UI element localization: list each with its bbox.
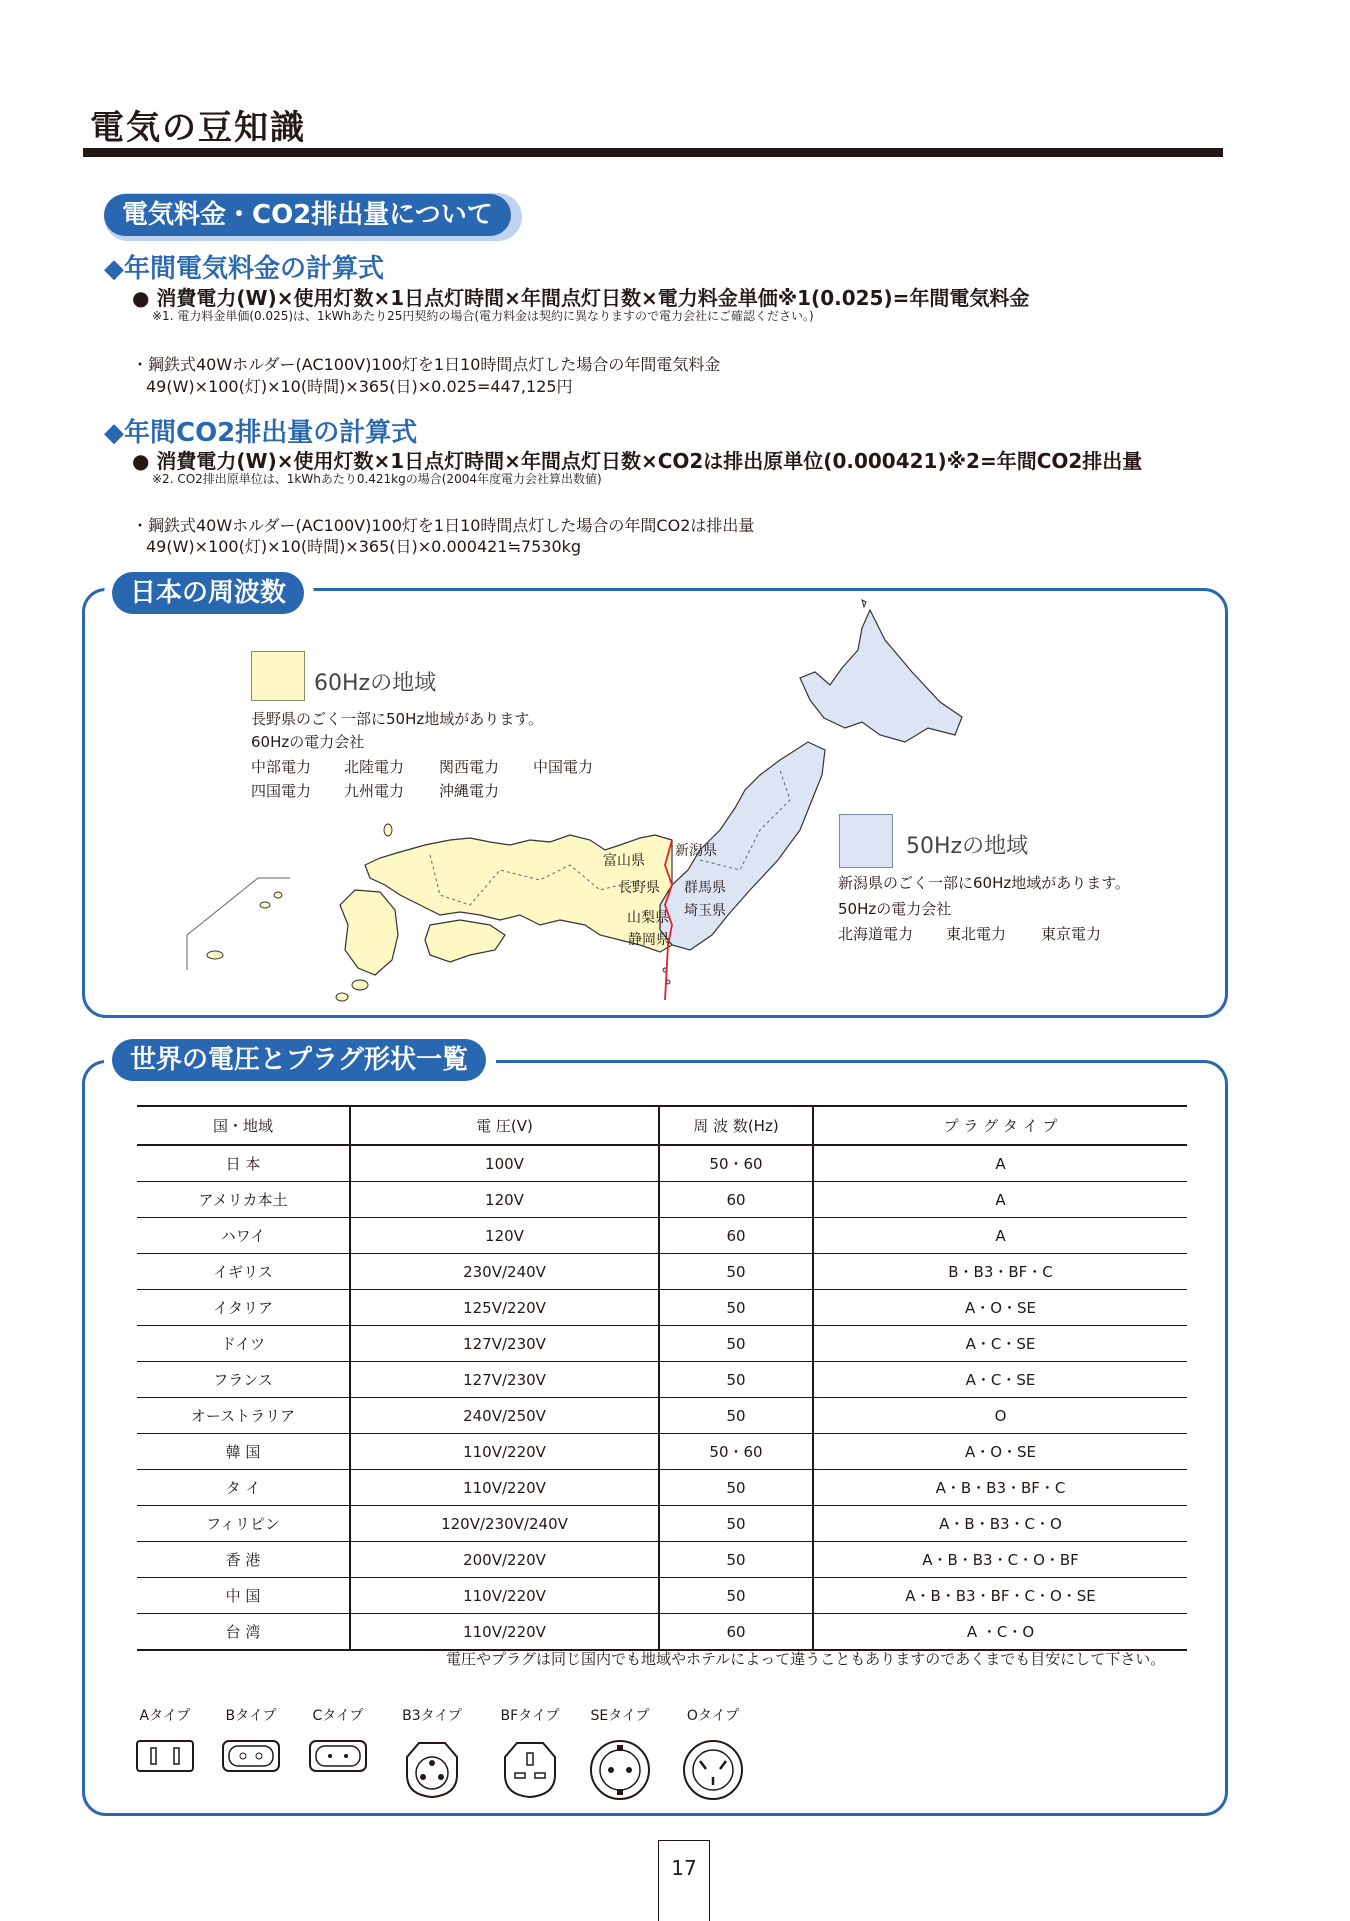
plug-o-label: Oタイプ	[686, 1708, 740, 1724]
cell-voltage: 110V/220V	[350, 1578, 659, 1614]
cell-country: オーストラリア	[137, 1398, 350, 1434]
cell-plug: A	[813, 1145, 1187, 1182]
table-footnote: 電圧やプラグは同じ国内でも地域やホテルによって違うこともありますのであくまでも目安にして下さい。	[446, 1650, 1166, 1668]
map-kyushu	[340, 890, 398, 975]
company-chubu: 中部電力	[251, 758, 312, 776]
cell-country: フィリピン	[137, 1506, 350, 1542]
cell-frequency: 50	[659, 1398, 813, 1434]
company-kyushu: 九州電力	[344, 782, 405, 800]
cell-frequency: 60	[659, 1614, 813, 1651]
calc1-example-line1: ・鋼鉄式40Wホルダー(AC100V)100灯を1日10時間点灯した場合の年間電気料金	[132, 355, 721, 374]
plug-b	[216, 1705, 286, 1777]
col-header-frequency: 周 波 数(Hz)	[659, 1106, 813, 1145]
section-heading-frequency: 日本の周波数	[112, 572, 304, 614]
map-label-saitama: 埼玉県	[684, 903, 726, 919]
plug-b3-icon	[401, 1739, 463, 1799]
plug-se-icon	[589, 1739, 651, 1801]
cell-voltage: 230V/240V	[350, 1254, 659, 1290]
plug-a	[130, 1705, 200, 1777]
cell-frequency: 50	[659, 1326, 813, 1362]
plug-b3	[392, 1705, 472, 1803]
cell-plug: O	[813, 1398, 1187, 1434]
table-row	[137, 1254, 1187, 1290]
cell-plug: A ・C・O	[813, 1614, 1187, 1651]
cell-plug: A・B・B3・BF・C	[813, 1470, 1187, 1506]
map-hokkaido	[800, 610, 962, 742]
plug-c-label: Cタイプ	[312, 1708, 364, 1724]
map-label-shizuoka: 静岡県	[628, 932, 670, 948]
table-header-row	[137, 1106, 1187, 1145]
company-hokkaido: 北海道電力	[838, 925, 914, 943]
cell-voltage: 120V	[350, 1218, 659, 1254]
cell-plug: B・B3・BF・C	[813, 1254, 1187, 1290]
plug-b-icon	[221, 1739, 281, 1773]
japan-frequency-map	[180, 596, 990, 1006]
cell-plug: A・O・SE	[813, 1290, 1187, 1326]
calc2-example-line2: 49(W)×100(灯)×10(時間)×365(日)×0.000421≒7530kg	[146, 537, 582, 556]
cell-plug: A・C・SE	[813, 1362, 1187, 1398]
cell-frequency: 50・60	[659, 1434, 813, 1470]
table-row	[137, 1182, 1187, 1218]
cell-plug: A・C・SE	[813, 1326, 1187, 1362]
col-header-country: 国・地域	[137, 1106, 350, 1145]
table-row	[137, 1470, 1187, 1506]
calc1-example-line2: 49(W)×100(灯)×10(時間)×365(日)×0.025=447,125円	[146, 377, 573, 396]
plug-c	[303, 1705, 373, 1777]
calc1-heading: ◆年間電気料金の計算式	[104, 254, 384, 284]
section-heading-electricity: 電気料金・CO2排出量について	[104, 194, 511, 236]
calc2-formula: ● 消費電力(W)×使用灯数×1日点灯時間×年間点灯日数×CO2は排出原単位(0.000421)※2=年間CO2排出量	[132, 449, 1143, 473]
calc2-example-line1: ・鋼鉄式40Wホルダー(AC100V)100灯を1日10時間点灯した場合の年間CO2は排出量	[132, 516, 755, 535]
cell-frequency: 50	[659, 1578, 813, 1614]
plug-a-label: Aタイプ	[139, 1708, 191, 1724]
company-okinawa: 沖縄電力	[439, 782, 500, 800]
plug-a-icon	[135, 1739, 195, 1773]
cell-voltage: 100V	[350, 1145, 659, 1182]
plug-bf-icon	[499, 1739, 561, 1799]
cell-country: 日 本	[137, 1145, 350, 1182]
legend-50hz-note: 新潟県のごく一部に60Hz地域があります。	[838, 874, 1131, 892]
page-number-box	[658, 1840, 710, 1921]
map-label-nagano: 長野県	[618, 880, 660, 896]
cell-country: ハワイ	[137, 1218, 350, 1254]
cell-country: 韓 国	[137, 1434, 350, 1470]
calc1-note: ※1. 電力料金単価(0.025)は、1kWhあたり25円契約の場合(電力料金は契約に異なりますので電力会社にご確認ください。)	[152, 309, 814, 323]
map-label-toyama: 富山県	[603, 853, 645, 869]
cell-country: イギリス	[137, 1254, 350, 1290]
cell-country: イタリア	[137, 1290, 350, 1326]
cell-frequency: 50	[659, 1470, 813, 1506]
company-kansai: 関西電力	[439, 758, 500, 776]
map-label-gunma: 群馬県	[684, 880, 726, 896]
company-chugoku: 中国電力	[533, 758, 594, 776]
cell-country: フランス	[137, 1362, 350, 1398]
plug-b3-label: B3タイプ	[402, 1708, 462, 1724]
table-row	[137, 1398, 1187, 1434]
cell-country: 中 国	[137, 1578, 350, 1614]
cell-voltage: 125V/220V	[350, 1290, 659, 1326]
table-row	[137, 1362, 1187, 1398]
cell-country: 香 港	[137, 1542, 350, 1578]
cell-voltage: 127V/230V	[350, 1326, 659, 1362]
table-row	[137, 1506, 1187, 1542]
cell-plug: A・B・B3・BF・C・O・SE	[813, 1578, 1187, 1614]
cell-country: タ イ	[137, 1470, 350, 1506]
table-row	[137, 1326, 1187, 1362]
plug-b-label: Bタイプ	[225, 1708, 277, 1724]
cell-frequency: 60	[659, 1182, 813, 1218]
cell-voltage: 200V/220V	[350, 1542, 659, 1578]
section-heading-voltage: 世界の電圧とプラグ形状一覧	[112, 1039, 486, 1081]
cell-country: ドイツ	[137, 1326, 350, 1362]
page-number: 17	[671, 1856, 697, 1880]
cell-country: アメリカ本土	[137, 1182, 350, 1218]
calc2-note: ※2. CO2排出原単位は、1kWhあたり0.421kgの場合(2004年度電力会社算出数値)	[152, 472, 602, 486]
table-row	[137, 1578, 1187, 1614]
cell-plug: A	[813, 1182, 1187, 1218]
cell-frequency: 50	[659, 1542, 813, 1578]
cell-frequency: 50	[659, 1506, 813, 1542]
map-label-niigata: 新潟県	[675, 843, 717, 859]
table-row	[137, 1614, 1187, 1651]
cell-voltage: 120V	[350, 1182, 659, 1218]
cell-frequency: 50	[659, 1254, 813, 1290]
company-shikoku: 四国電力	[251, 782, 312, 800]
table-row	[137, 1290, 1187, 1326]
cell-plug: A・O・SE	[813, 1434, 1187, 1470]
legend-60hz-title: 60Hzの地域	[314, 671, 437, 696]
plug-se-label: SEタイプ	[590, 1708, 650, 1724]
cell-plug: A・B・B3・C・O	[813, 1506, 1187, 1542]
plug-bf-label: BFタイプ	[500, 1708, 560, 1724]
table-row	[137, 1542, 1187, 1578]
legend-60hz-note: 長野県のごく一部に50Hz地域があります。	[251, 710, 544, 728]
cell-plug: A	[813, 1218, 1187, 1254]
plug-c-icon	[308, 1739, 368, 1773]
cell-voltage: 110V/220V	[350, 1614, 659, 1651]
cell-plug: A・B・B3・C・O・BF	[813, 1542, 1187, 1578]
cell-voltage: 110V/220V	[350, 1434, 659, 1470]
map-label-yamanashi: 山梨県	[627, 910, 669, 926]
plug-o-icon	[682, 1739, 744, 1801]
title-divider	[83, 148, 1223, 157]
cell-frequency: 50	[659, 1362, 813, 1398]
plug-o	[678, 1705, 748, 1805]
legend-50hz-title: 50Hzの地域	[906, 834, 1029, 859]
cell-country: 台 湾	[137, 1614, 350, 1651]
table-row	[137, 1145, 1187, 1182]
col-header-plug: プ ラ グ タ イ プ	[813, 1106, 1187, 1145]
plug-se	[585, 1705, 655, 1805]
cell-frequency: 50	[659, 1290, 813, 1326]
cell-voltage: 120V/230V/240V	[350, 1506, 659, 1542]
cell-frequency: 60	[659, 1218, 813, 1254]
cell-frequency: 50・60	[659, 1145, 813, 1182]
company-tohoku: 東北電力	[946, 925, 1007, 943]
calc2-heading: ◆年間CO2排出量の計算式	[104, 418, 418, 448]
company-tokyo: 東京電力	[1041, 925, 1102, 943]
page-title: 電気の豆知識	[90, 108, 306, 148]
calc1-formula: ● 消費電力(W)×使用灯数×1日点灯時間×年間点灯日数×電力料金単価※1(0.025)=年間電気料金	[132, 286, 1030, 310]
company-hokuriku: 北陸電力	[344, 758, 405, 776]
table-row	[137, 1218, 1187, 1254]
legend-50hz-companies-label: 50Hzの電力会社	[838, 900, 952, 918]
voltage-table	[137, 1105, 1187, 1651]
legend-60hz-companies-label: 60Hzの電力会社	[251, 733, 365, 751]
col-header-voltage: 電 圧(V)	[350, 1106, 659, 1145]
cell-voltage: 127V/230V	[350, 1362, 659, 1398]
table-row	[137, 1434, 1187, 1470]
map-shikoku	[425, 920, 505, 962]
cell-voltage: 110V/220V	[350, 1470, 659, 1506]
plug-bf	[490, 1705, 570, 1803]
cell-voltage: 240V/250V	[350, 1398, 659, 1434]
